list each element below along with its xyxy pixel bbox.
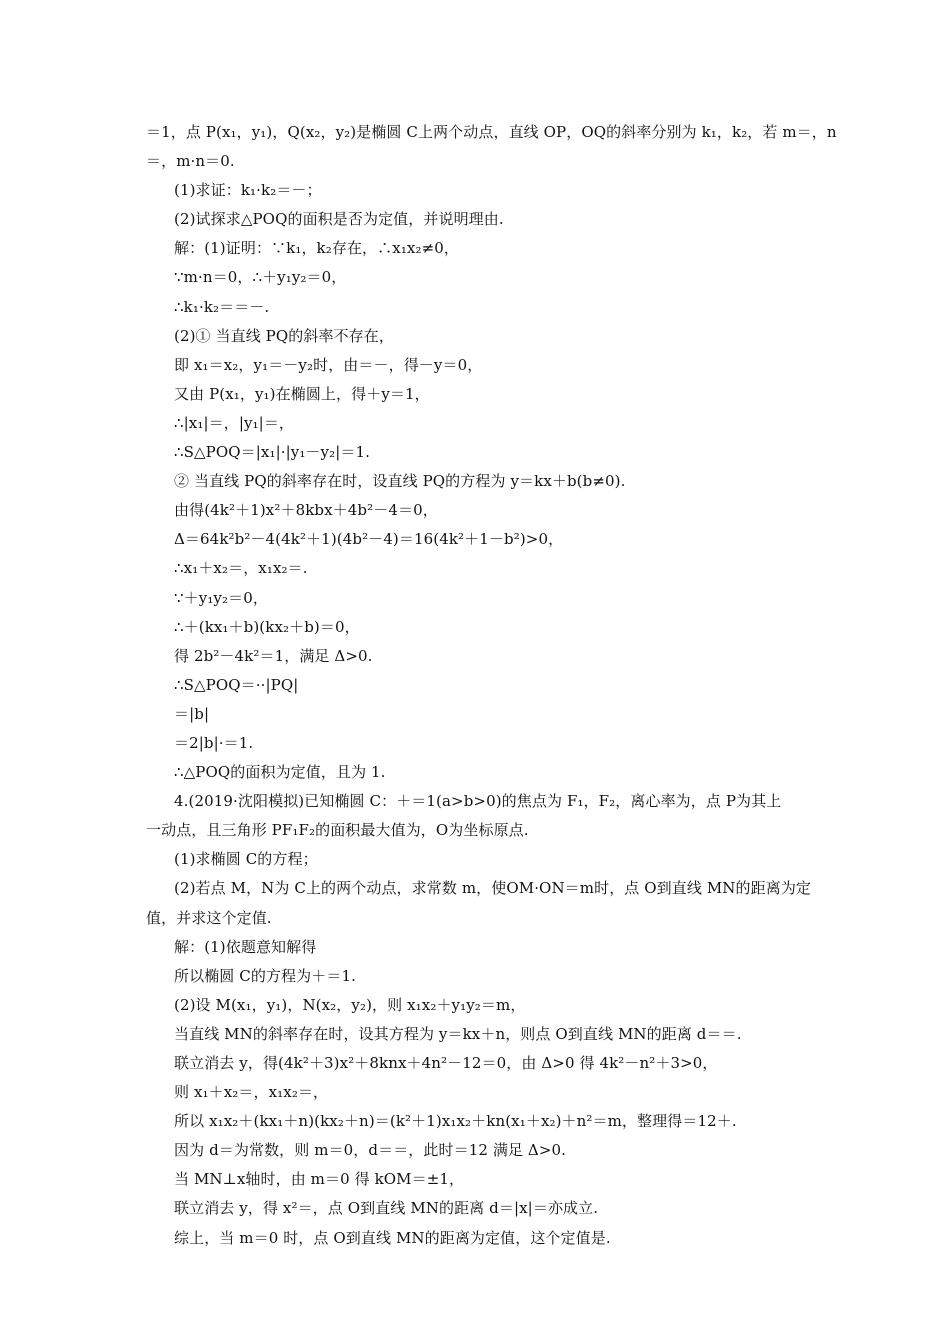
text-line: ∵m·n＝0，∴＋y₁y₂＝0， xyxy=(174,268,347,287)
text-line: ＝|b| xyxy=(174,704,210,723)
text-line: 解：(1)依题意知解得 xyxy=(174,937,317,956)
text-line: 得 2b²－4k²＝1，满足 Δ>0. xyxy=(174,646,373,665)
text-line: (2)设 M(x₁，y₁)，N(x₂，y₂)，则 x₁x₂＋y₁y₂＝m， xyxy=(174,995,526,1014)
text-line: ∴|x₁|＝，|y₁|＝， xyxy=(174,413,295,432)
text-line: Δ＝64k²b²－4(4k²＋1)(4b²－4)＝16(4k²＋1－b²)>0， xyxy=(174,530,564,549)
text-line: 所以椭圆 C的方程为＋＝1. xyxy=(174,966,356,985)
text-line: 当直线 MN的斜率存在时，设其方程为 y＝kx＋n，则点 O到直线 MN的距离 d＝＝. xyxy=(174,1024,742,1043)
text-line: 则 x₁＋x₂＝，x₁x₂＝， xyxy=(174,1083,329,1102)
text-line: 一动点，且三角形 PF₁F₂的面积最大值为，O为坐标原点. xyxy=(146,821,529,840)
text-line: (2)若点 M，N为 C上的两个动点，求常数 m，使OM·ON＝m时，点 O到直线 MN的距离为定 xyxy=(174,879,812,898)
text-line: 联立消去 y，得 x²＝，点 O到直线 MN的距离 d＝|x|＝亦成立. xyxy=(174,1199,599,1218)
text-line: ∴x₁＋x₂＝，x₁x₂＝. xyxy=(174,559,308,578)
text-line: (2)① 当直线 PQ的斜率不存在， xyxy=(174,326,394,345)
document-body xyxy=(146,118,837,1253)
text-line: ∴S△POQ＝··|PQ| xyxy=(174,675,299,694)
text-line: ② 当直线 PQ的斜率存在时，设直线 PQ的方程为 y＝kx＋b(b≠0). xyxy=(174,472,626,491)
text-line: 由得(4k²＋1)x²＋8kbx＋4b²－4＝0， xyxy=(174,501,438,520)
text-line: ∵＋y₁y₂＝0， xyxy=(174,588,268,607)
text-line: ＝，m·n＝0. xyxy=(146,152,235,171)
text-line: 当 MN⊥x轴时，由 m＝0 得 kOM＝±1， xyxy=(174,1170,465,1189)
text-line: 又由 P(x₁，y₁)在椭圆上，得＋y＝1， xyxy=(174,384,430,403)
text-line: 即 x₁＝x₂，y₁＝－y₂时，由＝－，得－y＝0， xyxy=(174,355,483,374)
text-line: ＝1，点 P(x₁，y₁)，Q(x₂，y₂)是椭圆 C上两个动点，直线 OP，OQ的斜率分别为 k₁，k₂，若 m＝，n xyxy=(146,123,837,141)
text-line: 联立消去 y，得(4k²＋3)x²＋8knx＋4n²－12＝0，由 Δ>0 得 4k²－n²＋3>0， xyxy=(174,1054,718,1072)
text-line: ∴＋(kx₁＋b)(kx₂＋b)＝0， xyxy=(174,617,360,636)
text-line: 4.(2019·沈阳模拟)已知椭圆 C：＋＝1(a>b>0)的焦点为 F₁，F₂，离心率为，点 P为其上 xyxy=(174,792,782,811)
text-line: (1)求椭圆 C的方程； xyxy=(174,850,318,869)
text-line: (2)试探求△POQ的面积是否为定值，并说明理由. xyxy=(174,210,504,229)
text-line: ∴△POQ的面积为定值，且为 1. xyxy=(174,763,386,782)
text-line: 综上，当 m＝0 时，点 O到直线 MN的距离为定值，这个定值是. xyxy=(174,1228,611,1247)
text-line: 所以 x₁x₂＋(kx₁＋n)(kx₂＋n)＝(k²＋1)x₁x₂＋kn(x₁＋x₂)＋n²＝m，整理得＝12＋. xyxy=(174,1112,737,1131)
text-line: 因为 d＝为常数，则 m＝0，d＝＝，此时＝12 满足 Δ>0. xyxy=(174,1141,567,1160)
text-line: ＝2|b|·＝1. xyxy=(174,733,254,752)
text-line: ∴S△POQ＝|x₁|·|y₁－y₂|＝1. xyxy=(174,443,370,462)
text-line: 解：(1)证明：∵k₁，k₂存在，∴x₁x₂≠0， xyxy=(174,239,460,258)
text-line: (1)求证：k₁·k₂＝－； xyxy=(174,181,322,200)
text-line: ∴k₁·k₂＝＝－. xyxy=(174,297,270,316)
text-line: 值，并求这个定值. xyxy=(146,908,272,927)
